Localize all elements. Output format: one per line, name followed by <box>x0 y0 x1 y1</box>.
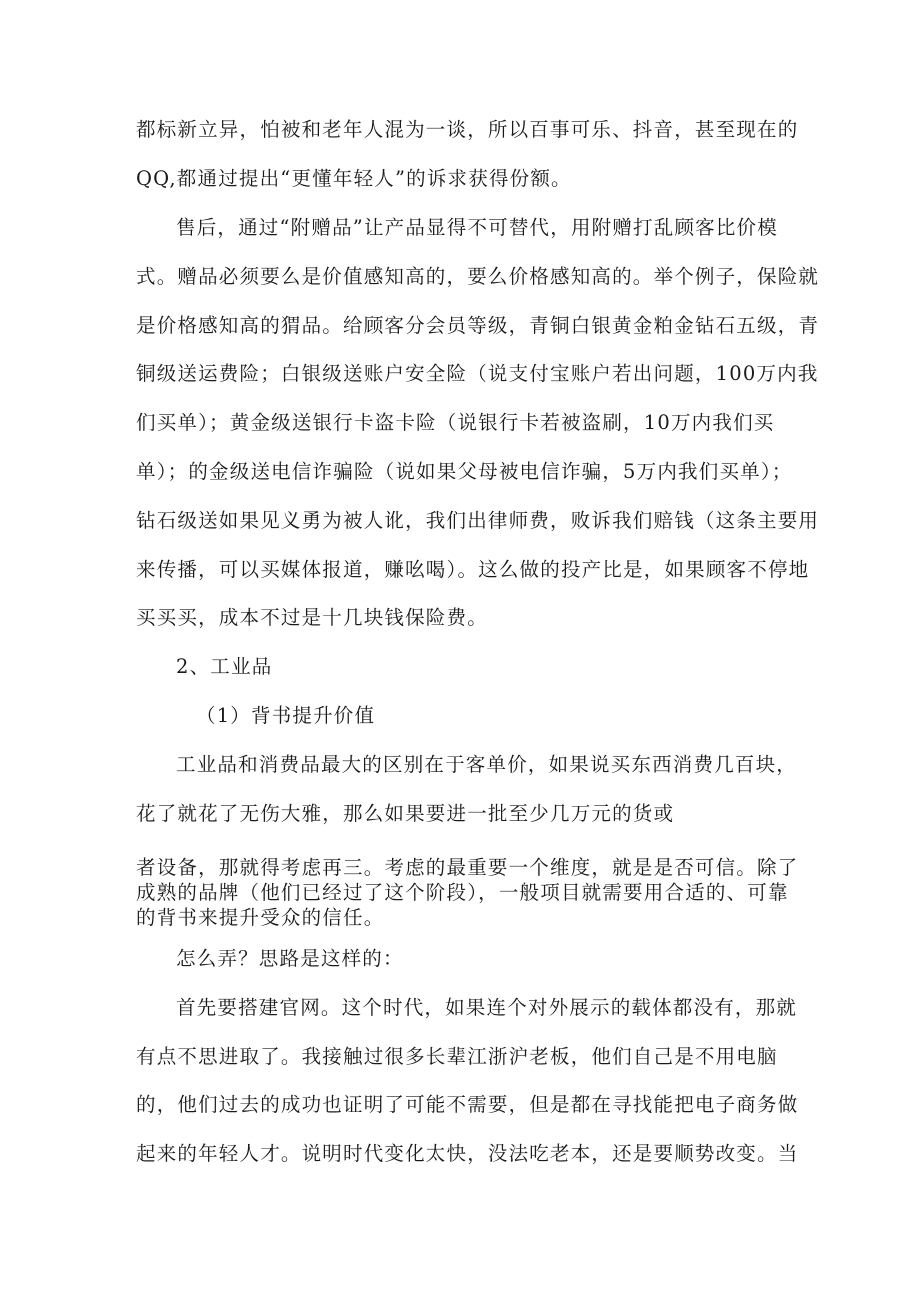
text-line: 成熟的品牌（他们已经过了这个阶段），一般项目就需要用合适的、可靠 <box>136 881 789 904</box>
text-line: 有点不思进取了。我接触过很多长辈江浙沪老板，他们自己是不用电脑 <box>136 1045 778 1068</box>
section-heading: 2、工业品 <box>176 655 273 678</box>
text-line: 都标新立异，怕被和老年人混为一谈，所以百事可乐、抖音，甚至现在的 <box>136 118 799 141</box>
text-line: QQ,都通过提出“更懂年轻人”的诉求获得份额。 <box>136 167 572 190</box>
text-line: 钻石级送如果见义勇为被人讹，我们出律师费，败诉我们赔钱（这条主要用 <box>136 509 820 532</box>
text-line: 买买买，成本不过是十几块钱保险费。 <box>136 606 488 629</box>
text-line: 单）；的金级送电信诈骗险（说如果父母被电信诈骗，5万内我们买单）； <box>136 460 793 483</box>
subsection-heading: （1）背书提升价值 <box>196 704 376 727</box>
text-line: 的，他们过去的成功也证明了可能不需要，但是都在寻找能把电子商务做 <box>136 1093 799 1116</box>
text-line: 来传播，可以买媒体报道，赚吆喝）。这么做的投产比是，如果顾客不停地 <box>136 558 810 581</box>
paragraph-first-line: 售后，通过“附赠品”让产品显得不可替代，用附赠打乱顾客比价模 <box>176 216 778 239</box>
paragraph-first-line: 首先要搭建官网。这个时代，如果连个对外展示的载体都没有，那就 <box>176 996 798 1019</box>
text-line: 者设备，那就得考虑再三。考虑的最重要一个维度，就是是否可信。除了 <box>136 856 799 879</box>
text-line: 式。赠品必须要么是价值感知高的，要么价格感知高的。举个例子，保险就 <box>136 265 820 288</box>
text-line: 们买单）；黄金级送银行卡盗卡险（说银行卡若被盗刷，10万内我们买 <box>136 411 775 434</box>
text-line: 的背书来提升受众的信任。 <box>136 906 385 929</box>
paragraph-first-line: 工业品和消费品最大的区别在于客单价，如果说买东西消费几百块， <box>176 753 798 776</box>
text-line: 铜级送运费险；白银级送账户安全险（说支付宝账户若出问题，100万内我 <box>136 362 819 385</box>
text-line: 是价格感知高的猬品。给顾客分会员等级，青铜白银黄金粕金钻石五级，青 <box>136 314 820 337</box>
text-line: 花了就花了无伤大雅，那么如果要进一批至少几万元的货或 <box>136 802 675 825</box>
paragraph-first-line: 怎么弄？思路是这样的： <box>176 947 404 970</box>
text-line: 起来的年轻人才。说明时代变化太快，没法吃老本，还是要顺势改变。当 <box>136 1142 799 1165</box>
